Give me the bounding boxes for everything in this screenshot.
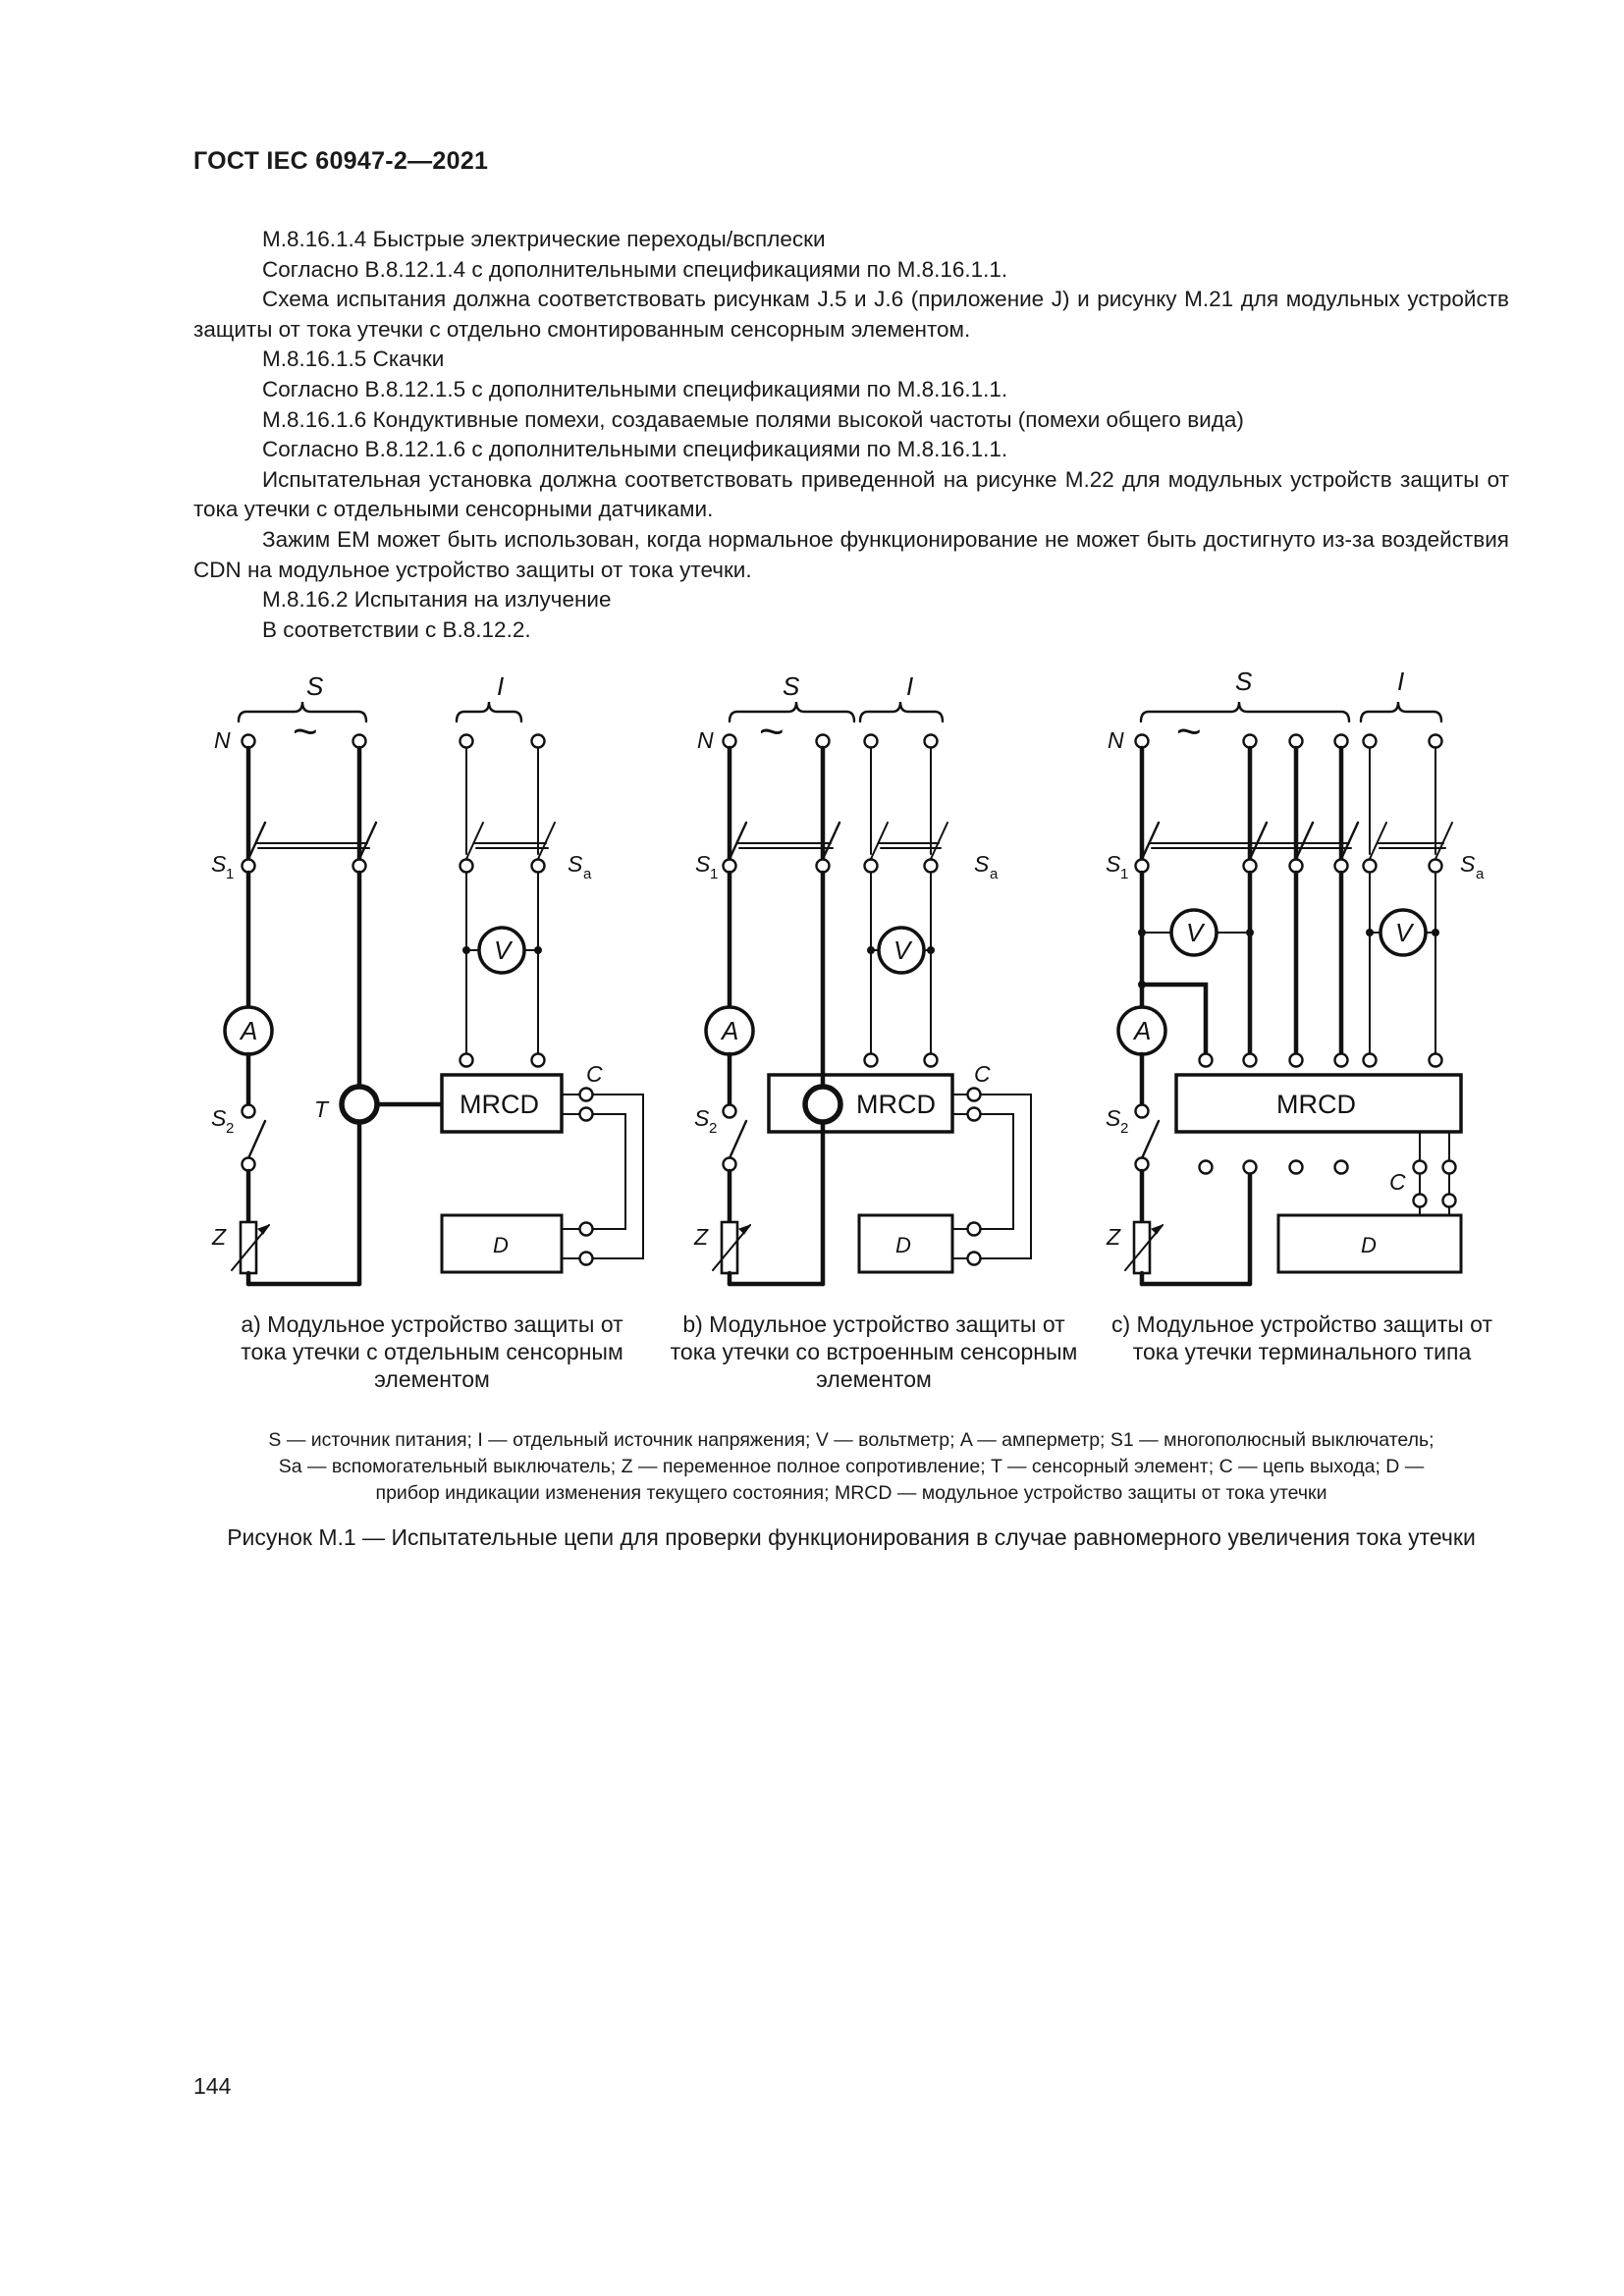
label-sa-sub: a (1476, 866, 1485, 882)
d-box-label: D (1361, 1233, 1377, 1257)
label-z: Z (694, 1224, 709, 1250)
label-n: N (697, 727, 714, 753)
paragraph: М.8.16.1.4 Быстрые электрические переходы/всплески (262, 227, 826, 251)
paragraph: М.8.16.1.6 Кондуктивные помехи, создаваемые полями высокой частоты (помехи общего вида) (262, 406, 1244, 432)
d-box-label: D (493, 1233, 509, 1257)
body-text (193, 225, 1509, 645)
label-s2-sub: 2 (709, 1120, 718, 1137)
label-s: S (1235, 667, 1253, 696)
paragraph: М.8.16.2 Испытания на излучение (262, 587, 612, 613)
label-z: Z (212, 1224, 227, 1250)
label-s1-sub: 1 (1120, 866, 1129, 882)
paragraph: В соответствии с В.8.12.2. (262, 616, 531, 642)
circuit-diagrams (187, 658, 1522, 1404)
page-number: 144 (193, 2073, 232, 2099)
legend-line: S — источник питания; I — отдельный источник напряжения; V — вольтметр; A — амперметр; S1 — многополюсный выключатель; (268, 1429, 1435, 1451)
paragraph: Согласно В.8.12.1.4 с дополнительными спецификациями по М.8.16.1.1. (262, 256, 1008, 282)
mrcd-box-label: MRCD (856, 1090, 936, 1119)
document-header: ГОСТ IEC 60947-2—2021 (193, 147, 489, 175)
subcaption-c: с) Модульное устройство защиты от тока утечки терминального типа (1110, 1311, 1492, 1364)
paragraph: Согласно В.8.12.1.5 с дополнительными спецификациями по М.8.16.1.1. (262, 376, 1008, 401)
label-s: S (783, 671, 800, 701)
label-c: C (974, 1061, 991, 1087)
diagram-c (1106, 667, 1485, 1284)
ammeter-label: A (722, 1016, 739, 1045)
paragraph: Схема испытания должна соответствовать рисункам J.5 и J.6 (приложение J) и рисунку М.21 для модульных устройств защиты от тока утечки с отдельно смонтированным сенсорным элементом. (193, 287, 1509, 342)
label-s2-sub: 2 (1120, 1120, 1129, 1137)
legend-line: Sa — вспомогательный выключатель; Z — переменное полное сопротивление; T — сенсорный элемент; C — цепь выхода; D — (278, 1456, 1425, 1477)
diagram-b (693, 671, 1031, 1284)
label-t: T (314, 1096, 329, 1122)
label-s2: S (694, 1105, 710, 1131)
label-sa: S (568, 851, 583, 877)
voltmeter-label: V (494, 935, 512, 965)
legend-line: прибор индикации изменения текущего состояния; MRCD — модульное устройство защиты от тока утечки (375, 1482, 1327, 1504)
label-z: Z (1107, 1224, 1121, 1250)
label-s1: S (1106, 851, 1121, 877)
ac-symbol: ~ (1176, 708, 1202, 756)
mrcd-box-label: MRCD (460, 1090, 539, 1119)
paragraph: Испытательная установка должна соответствовать приведенной на рисунке М.22 для модульных устройств защиты от тока утечки с отдельными сенсорными датчиками. (193, 466, 1509, 522)
label-s1-sub: 1 (226, 866, 235, 882)
label-c: C (586, 1061, 603, 1087)
label-n: N (1108, 727, 1124, 753)
ammeter-label: A (1134, 1016, 1152, 1045)
label-i: I (906, 671, 914, 701)
label-sa-sub: a (990, 866, 999, 882)
ac-symbol: ~ (759, 708, 785, 756)
voltmeter-label: V (893, 935, 911, 965)
ammeter-label: A (241, 1016, 258, 1045)
subcaption-a: а) Модульное устройство защиты от тока утечки с отдельным сенсорным элементом (241, 1311, 623, 1392)
label-sa: S (1460, 851, 1476, 877)
label-c: C (1389, 1169, 1406, 1195)
voltmeter-label: V (1395, 918, 1413, 947)
figure-m1 (187, 658, 1522, 1404)
mrcd-box-label: MRCD (1276, 1090, 1356, 1119)
figure-legend (193, 1427, 1509, 1507)
figure-caption: Рисунок М.1 — Испытательные цепи для проверки функционирования в случае равномерного увеличения тока утечки (227, 1524, 1476, 1550)
label-s1: S (211, 851, 227, 877)
d-box-label: D (895, 1233, 911, 1257)
label-s2: S (1106, 1105, 1121, 1131)
paragraph: Зажим ЕМ может быть использован, когда нормальное функционирование не может быть достигнуто из-за воздействия CDN на модульное устройство защиты от тока утечки. (193, 526, 1509, 582)
label-s1-sub: 1 (710, 866, 719, 882)
paragraph: Согласно В.8.12.1.6 с дополнительными спецификациями по М.8.16.1.1. (262, 437, 1008, 462)
label-n: N (214, 727, 231, 753)
ac-symbol: ~ (293, 708, 318, 756)
label-s2: S (211, 1105, 227, 1131)
label-sa: S (974, 851, 990, 877)
label-s1: S (695, 851, 711, 877)
label-s: S (306, 671, 324, 701)
label-s2-sub: 2 (226, 1120, 235, 1137)
subcaption-b: b) Модульное устройство защиты от тока утечки со встроенным сенсорным элементом (670, 1311, 1078, 1392)
paragraph: М.8.16.1.5 Скачки (262, 347, 445, 372)
label-i: I (497, 671, 505, 701)
voltmeter-label: V (1186, 918, 1204, 947)
label-sa-sub: a (583, 866, 592, 882)
label-i: I (1397, 667, 1405, 696)
diagram-a (211, 671, 643, 1284)
